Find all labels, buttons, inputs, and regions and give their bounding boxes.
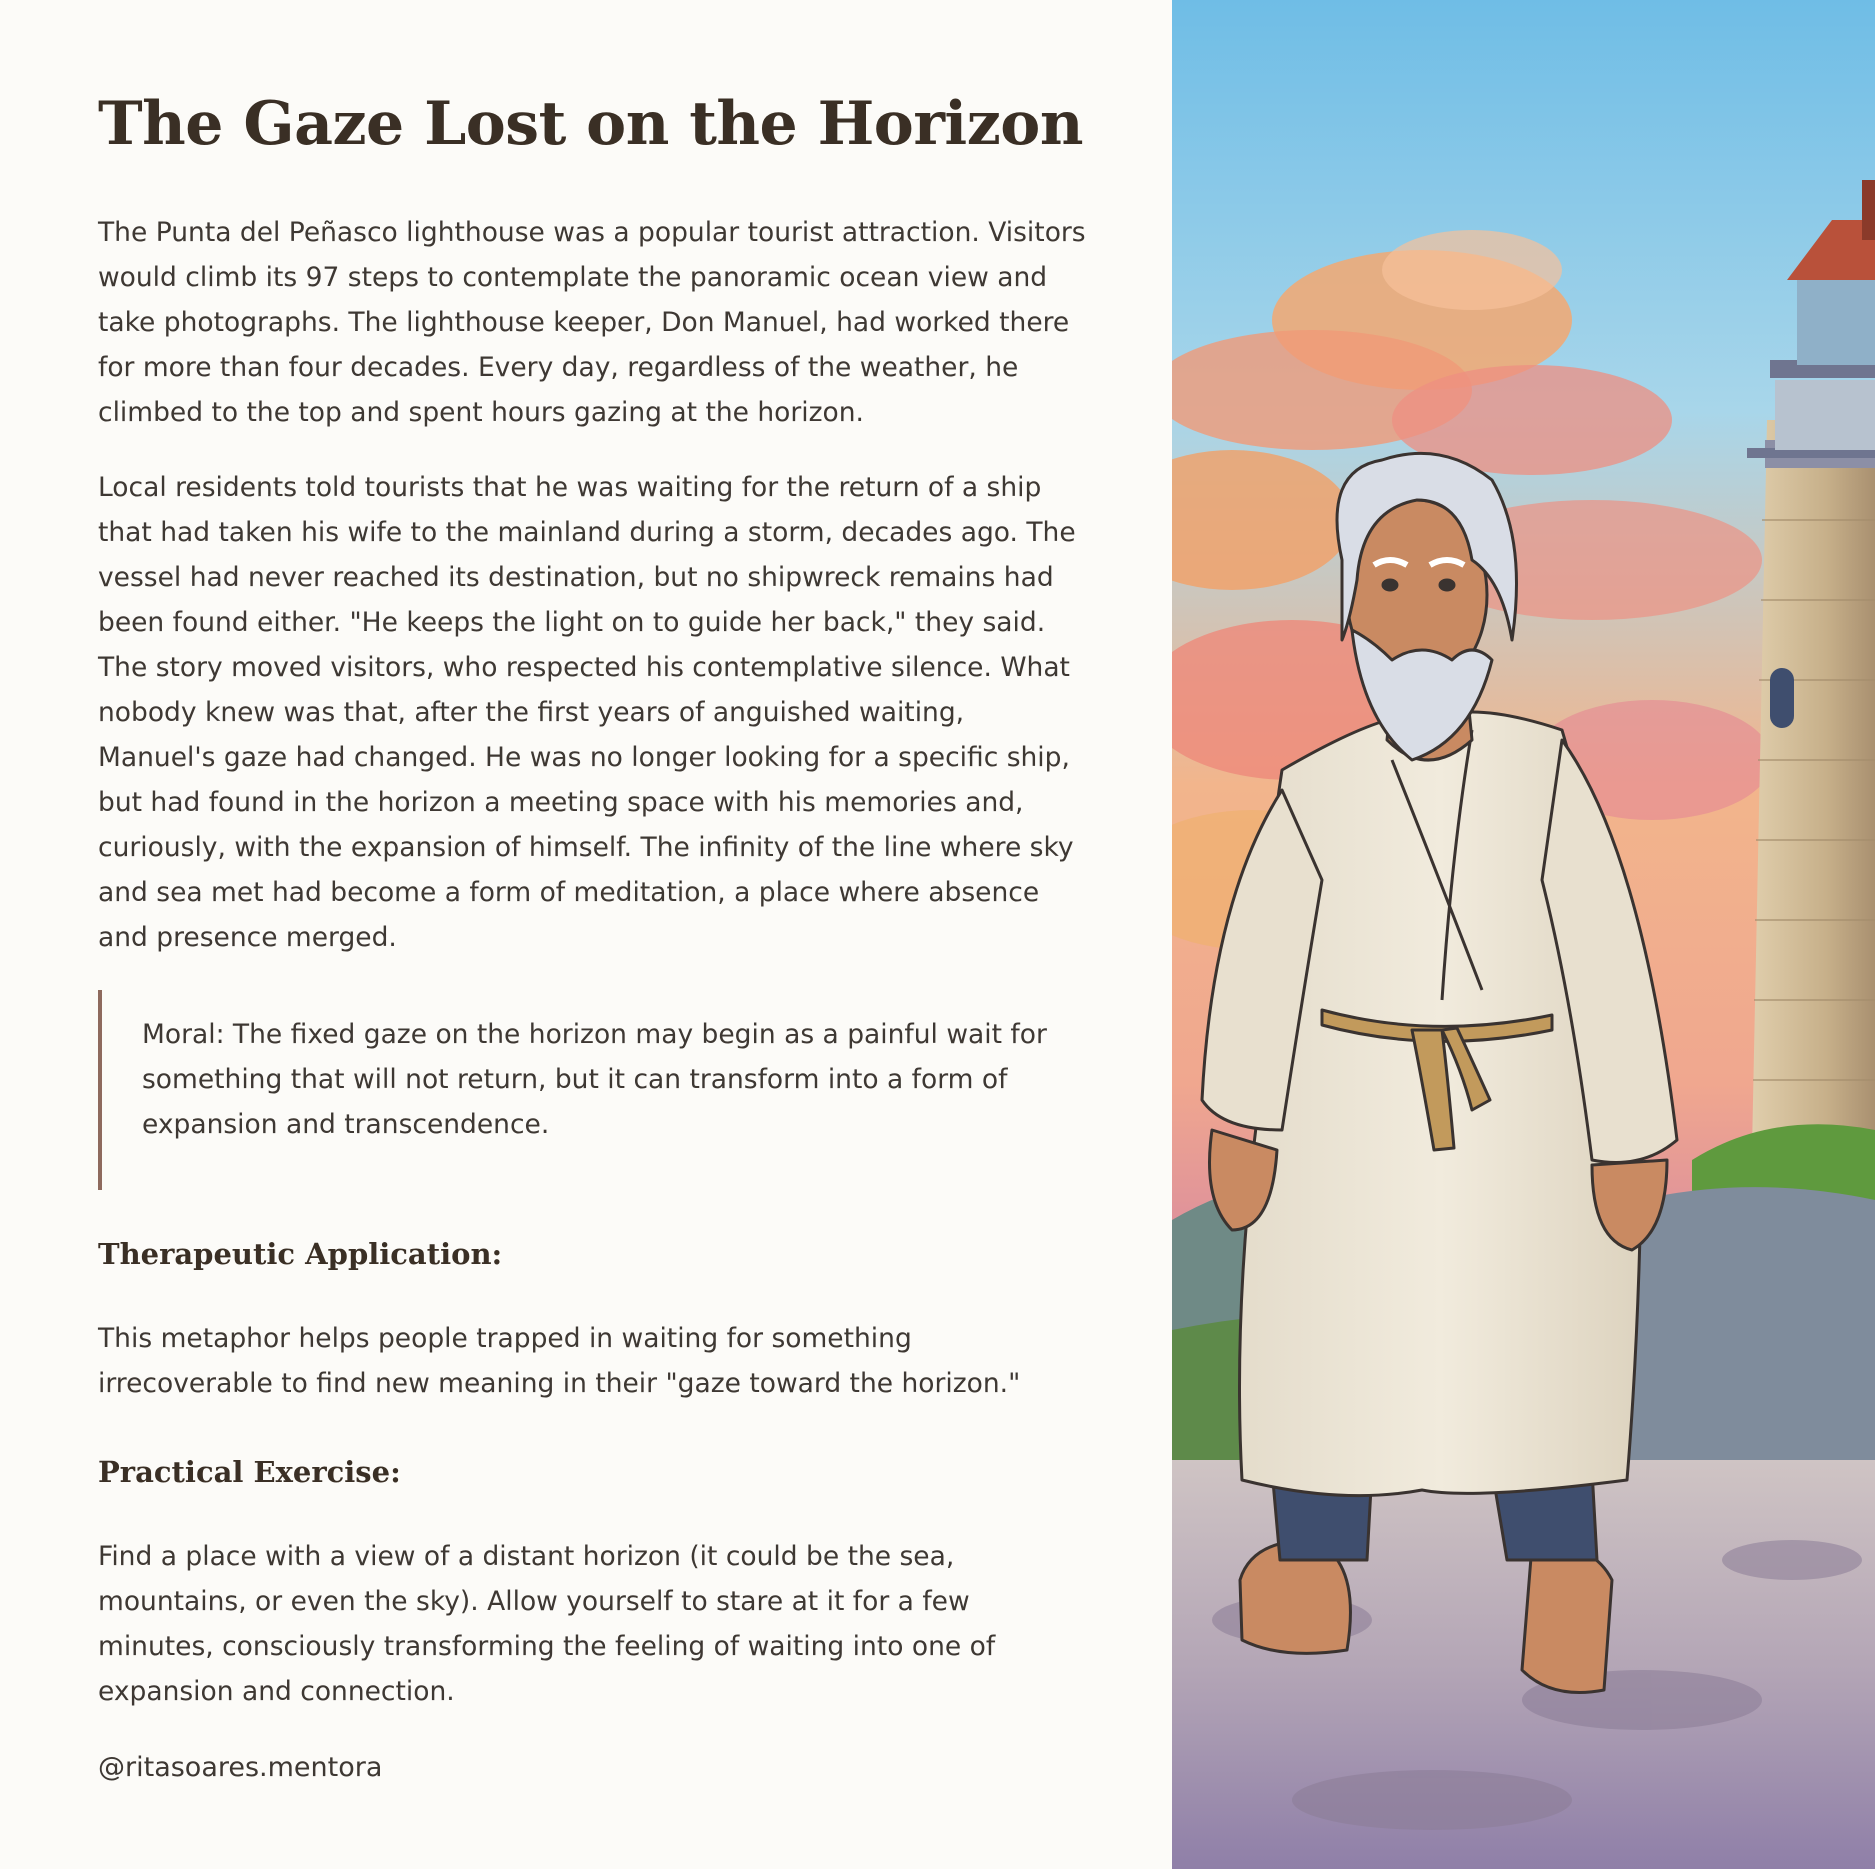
moral-text: Moral: The fixed gaze on the horizon may begin as a painful wait for something that will not return, but it can transform into a form of expansion and transcendence. <box>142 1019 1047 1140</box>
author-handle: @ritasoares.mentora <box>98 1752 383 1783</box>
therapeutic-text: This metaphor helps people trapped in waiting for something irrecoverable to find new meaning in their "gaze toward the horizon." <box>98 1323 1021 1399</box>
page-title: The Gaze Lost on the Horizon <box>98 89 1083 159</box>
exercise-text: Find a place with a view of a distant horizon (it could be the sea, mountains, or even the sky). Allow yourself to stare at it for a few minutes, consciously transforming the feeling of waiting into one of expansion and connection. <box>98 1541 996 1707</box>
moral-blockquote <box>98 990 1062 1190</box>
story-paragraph-2: Local residents told tourists that he was waiting for the return of a ship that had taken his wife to the mainland during a storm, decades ago. The vessel had never reached its destination, but no shipwreck remains had been found either. "He keeps the light on to guide her back," they said. The story moved visitors, who respected his contemplative silence. What nobody knew was that, after the first years of anguished waiting, Manuel's gaze had changed. He was no longer looking for a specific ship, but had found in the horizon a meeting space with his memories and, curiously, with the expansion of himself. The infinity of the line where sky and sea met had become a form of meditation, a place where absence and presence merged. <box>98 472 1076 953</box>
exercise-heading: Practical Exercise: <box>98 1455 401 1489</box>
story-paragraph-1: The Punta del Peñasco lighthouse was a popular tourist attraction. Visitors would climb its 97 steps to contemplate the panoramic ocean view and take photographs. The lighthouse keeper, Don Manuel, had worked there for more than four decades. Every day, regardless of the weather, he climbed to the top and spent hours gazing at the horizon. <box>98 217 1086 428</box>
therapeutic-heading: Therapeutic Application: <box>98 1237 503 1271</box>
story-illustration <box>1172 0 1875 1869</box>
